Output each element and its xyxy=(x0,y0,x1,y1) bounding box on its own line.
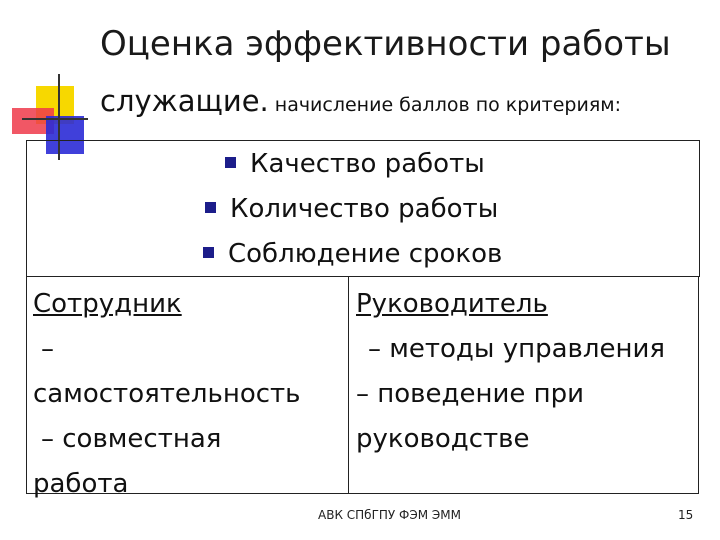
bullet-square-icon xyxy=(225,157,236,168)
subtitle-main: служащие. xyxy=(100,84,269,118)
criteria-item-label: Количество работы xyxy=(230,194,499,224)
criteria-item-label: Качество работы xyxy=(250,149,485,179)
bullet-square-icon xyxy=(203,247,214,258)
page-number: 15 xyxy=(678,508,694,522)
manager-line: – поведение при xyxy=(356,379,585,409)
slide-title: Оценка эффективности работы xyxy=(100,24,671,64)
employee-line: – совместная xyxy=(41,424,222,454)
manager-line: руководстве xyxy=(356,424,530,454)
subtitle-detail: начисление баллов по критериям: xyxy=(274,94,621,116)
employee-content xyxy=(33,282,301,507)
bullet-square-icon xyxy=(205,202,216,213)
footer-text: АВК СПбГПУ ФЭМ ЭММ xyxy=(318,508,462,522)
employee-line: самостоятельность xyxy=(33,379,301,409)
manager-line: – методы управления xyxy=(368,334,665,364)
decor-horizontal-line xyxy=(22,118,88,120)
manager-heading: Руководитель xyxy=(356,289,548,319)
slide-subtitle xyxy=(100,84,621,118)
manager-content xyxy=(356,282,665,462)
criteria-item xyxy=(225,149,485,179)
criteria-item-label: Соблюдение сроков xyxy=(228,239,503,269)
employee-line: работа xyxy=(33,469,129,499)
employee-heading: Сотрудник xyxy=(33,289,182,319)
criteria-item xyxy=(205,194,498,224)
criteria-item xyxy=(203,239,502,269)
employee-line: – xyxy=(41,334,54,364)
